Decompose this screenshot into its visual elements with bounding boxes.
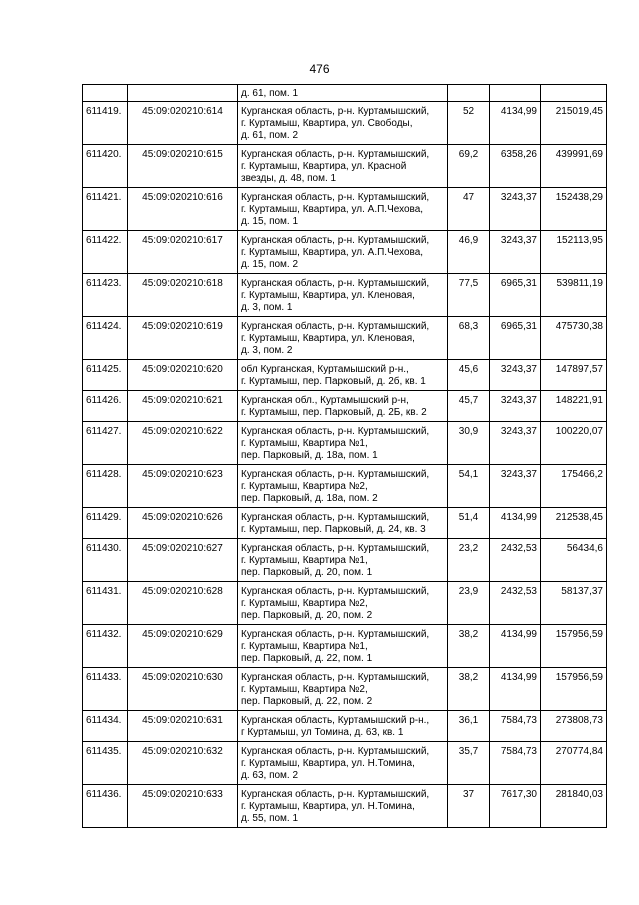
cell-rate: 6358,26 xyxy=(490,145,541,188)
address-line: Курганская область, р-н. Куртамышский, xyxy=(241,278,430,289)
cell-cadastral: 45:09:020210:623 xyxy=(128,465,238,508)
address-line: пер. Парковый, д. 22, пом. 1 xyxy=(241,653,373,664)
cell-number: 611423. xyxy=(83,274,128,317)
address-line: д. 15, пом. 1 xyxy=(241,216,299,227)
cell-value: 56434,6 xyxy=(541,539,607,582)
cell-cadastral: 45:09:020210:615 xyxy=(128,145,238,188)
address-line: пер. Парковый, д. 18а, пом. 1 xyxy=(241,450,378,461)
cell-address xyxy=(238,145,448,188)
cell-address xyxy=(238,625,448,668)
cell-area xyxy=(448,85,490,102)
cell-value: 147897,57 xyxy=(541,360,607,391)
cell-area: 35,7 xyxy=(448,742,490,785)
cell-number: 611419. xyxy=(83,102,128,145)
cell-rate xyxy=(490,85,541,102)
address-line: Курганская область, р-н. Куртамышский, xyxy=(241,746,430,757)
cell-address xyxy=(238,785,448,828)
address-line: пер. Парковый, д. 20, пом. 2 xyxy=(241,610,373,621)
cell-address xyxy=(238,317,448,360)
cell-value: 58137,37 xyxy=(541,582,607,625)
table-row xyxy=(83,625,607,668)
cell-value: 475730,38 xyxy=(541,317,607,360)
cell-address xyxy=(238,188,448,231)
address-line: обл Курганская, Куртамышский р-н., xyxy=(241,364,409,375)
cell-address xyxy=(238,231,448,274)
address-line: Курганская область, р-н. Куртамышский, xyxy=(241,426,430,437)
address-line: Курганская область, р-н. Куртамышский, xyxy=(241,629,430,640)
cell-value: 100220,07 xyxy=(541,422,607,465)
cell-area: 52 xyxy=(448,102,490,145)
address-line: г. Куртамыш, Квартира №2, xyxy=(241,684,368,695)
address-line: Курганская область, р-н. Куртамышский, xyxy=(241,106,430,117)
cell-rate: 3243,37 xyxy=(490,391,541,422)
cell-rate: 2432,53 xyxy=(490,539,541,582)
table-row xyxy=(83,742,607,785)
cell-value: 439991,69 xyxy=(541,145,607,188)
table-row xyxy=(83,785,607,828)
cell-cadastral: 45:09:020210:632 xyxy=(128,742,238,785)
cell-address xyxy=(238,711,448,742)
address-line: звезды, д. 48, пом. 1 xyxy=(241,173,337,184)
cell-cadastral: 45:09:020210:622 xyxy=(128,422,238,465)
address-line: г. Куртамыш, Квартира, ул. Красной xyxy=(241,161,407,172)
cell-number: 611422. xyxy=(83,231,128,274)
address-line: д. 61, пом. 2 xyxy=(241,130,299,141)
cell-cadastral: 45:09:020210:629 xyxy=(128,625,238,668)
address-line: г. Куртамыш, Квартира, ул. Н.Томина, xyxy=(241,801,415,812)
address-line: Курганская область, р-н. Куртамышский, xyxy=(241,469,430,480)
table-row xyxy=(83,360,607,391)
cell-area: 38,2 xyxy=(448,625,490,668)
cell-rate: 7617,30 xyxy=(490,785,541,828)
cell-value: 281840,03 xyxy=(541,785,607,828)
cell-number: 611431. xyxy=(83,582,128,625)
cell-address xyxy=(238,582,448,625)
cell-address xyxy=(238,742,448,785)
address-line: Курганская область, р-н. Куртамышский, xyxy=(241,235,430,246)
cell-address xyxy=(238,668,448,711)
cell-number: 611424. xyxy=(83,317,128,360)
cell-rate: 2432,53 xyxy=(490,582,541,625)
table-body xyxy=(83,85,607,828)
cell-address xyxy=(238,508,448,539)
address-line: д. 61, пом. 1 xyxy=(241,88,299,99)
address-line: Курганская область, р-н. Куртамышский, xyxy=(241,543,430,554)
table-row xyxy=(83,102,607,145)
cell-area: 38,2 xyxy=(448,668,490,711)
cell-value: 152113,95 xyxy=(541,231,607,274)
cell-rate: 3243,37 xyxy=(490,465,541,508)
cell-value xyxy=(541,85,607,102)
cell-area: 45,6 xyxy=(448,360,490,391)
cell-area: 77,5 xyxy=(448,274,490,317)
address-line: г. Куртамыш, пер. Парковый, д. 24, кв. 3 xyxy=(241,524,426,535)
table-row xyxy=(83,582,607,625)
cell-number: 611429. xyxy=(83,508,128,539)
cell-rate: 6965,31 xyxy=(490,317,541,360)
cell-value: 148221,91 xyxy=(541,391,607,422)
cell-rate: 4134,99 xyxy=(490,625,541,668)
address-line: г. Куртамыш, Квартира №2, xyxy=(241,598,368,609)
table-row xyxy=(83,711,607,742)
cell-rate: 4134,99 xyxy=(490,508,541,539)
address-line: пер. Парковый, д. 18а, пом. 2 xyxy=(241,493,378,504)
cell-number: 611434. xyxy=(83,711,128,742)
address-line: Курганская обл., Куртамышский р-н, xyxy=(241,395,409,406)
address-line: г Куртамыш, ул Томина, д. 63, кв. 1 xyxy=(241,727,404,738)
cell-address xyxy=(238,274,448,317)
address-line: д. 3, пом. 2 xyxy=(241,345,293,356)
address-line: д. 55, пом. 1 xyxy=(241,813,299,824)
cell-value: 157956,59 xyxy=(541,625,607,668)
cell-cadastral: 45:09:020210:620 xyxy=(128,360,238,391)
cell-number: 611436. xyxy=(83,785,128,828)
cell-number: 611425. xyxy=(83,360,128,391)
cell-address xyxy=(238,422,448,465)
address-line: г. Куртамыш, пер. Парковый, д. 2б, кв. 1 xyxy=(241,376,426,387)
address-line: д. 15, пом. 2 xyxy=(241,259,299,270)
cell-area: 68,3 xyxy=(448,317,490,360)
address-line: г. Куртамыш, Квартира, ул. А.П.Чехова, xyxy=(241,247,424,258)
cell-cadastral: 45:09:020210:626 xyxy=(128,508,238,539)
cell-area: 37 xyxy=(448,785,490,828)
cell-area: 23,9 xyxy=(448,582,490,625)
cell-cadastral: 45:09:020210:628 xyxy=(128,582,238,625)
cell-cadastral: 45:09:020210:630 xyxy=(128,668,238,711)
cell-number: 611420. xyxy=(83,145,128,188)
table-row xyxy=(83,274,607,317)
table-row xyxy=(83,145,607,188)
cell-address xyxy=(238,539,448,582)
cell-rate: 4134,99 xyxy=(490,668,541,711)
cell-cadastral: 45:09:020210:619 xyxy=(128,317,238,360)
address-line: Курганская область, р-н. Куртамышский, xyxy=(241,321,430,332)
cell-cadastral: 45:09:020210:617 xyxy=(128,231,238,274)
cell-address xyxy=(238,391,448,422)
cell-area: 51,4 xyxy=(448,508,490,539)
cell-cadastral xyxy=(128,85,238,102)
cell-rate: 7584,73 xyxy=(490,742,541,785)
table-row xyxy=(83,465,607,508)
cell-area: 36,1 xyxy=(448,711,490,742)
cell-cadastral: 45:09:020210:631 xyxy=(128,711,238,742)
cell-address xyxy=(238,360,448,391)
cell-cadastral: 45:09:020210:621 xyxy=(128,391,238,422)
cell-value: 175466,2 xyxy=(541,465,607,508)
address-line: г. Куртамыш, Квартира, ул. Кленовая, xyxy=(241,290,415,301)
address-line: Курганская область, р-н. Куртамышский, xyxy=(241,789,430,800)
cell-area: 30,9 xyxy=(448,422,490,465)
cell-area: 46,9 xyxy=(448,231,490,274)
cell-number: 611427. xyxy=(83,422,128,465)
cell-address xyxy=(238,85,448,102)
cell-rate: 3243,37 xyxy=(490,360,541,391)
cell-rate: 3243,37 xyxy=(490,188,541,231)
cell-value: 273808,73 xyxy=(541,711,607,742)
cell-area: 45,7 xyxy=(448,391,490,422)
address-line: г. Куртамыш, Квартира, ул. Кленовая, xyxy=(241,333,415,344)
cell-number: 611432. xyxy=(83,625,128,668)
table-row xyxy=(83,188,607,231)
cell-cadastral: 45:09:020210:616 xyxy=(128,188,238,231)
table-row xyxy=(83,422,607,465)
table-row xyxy=(83,317,607,360)
address-line: Курганская область, р-н. Куртамышский, xyxy=(241,672,430,683)
address-line: г. Куртамыш, пер. Парковый, д. 2Б, кв. 2 xyxy=(241,407,427,418)
address-line: Курганская область, р-н. Куртамышский, xyxy=(241,586,430,597)
cell-rate: 6965,31 xyxy=(490,274,541,317)
cell-area: 54,1 xyxy=(448,465,490,508)
table-row xyxy=(83,668,607,711)
cell-number: 611435. xyxy=(83,742,128,785)
cell-cadastral: 45:09:020210:633 xyxy=(128,785,238,828)
address-line: Курганская область, р-н. Куртамышский, xyxy=(241,512,430,523)
cell-cadastral: 45:09:020210:614 xyxy=(128,102,238,145)
cell-rate: 3243,37 xyxy=(490,422,541,465)
table-row xyxy=(83,508,607,539)
cell-value: 152438,29 xyxy=(541,188,607,231)
cell-area: 69,2 xyxy=(448,145,490,188)
cell-address xyxy=(238,465,448,508)
cell-value: 215019,45 xyxy=(541,102,607,145)
address-line: пер. Парковый, д. 22, пом. 2 xyxy=(241,696,373,707)
cell-number xyxy=(83,85,128,102)
property-table xyxy=(82,84,607,828)
page-number: 476 xyxy=(309,62,330,76)
cell-rate: 7584,73 xyxy=(490,711,541,742)
cell-area: 47 xyxy=(448,188,490,231)
address-line: г. Куртамыш, Квартира №1, xyxy=(241,438,368,449)
address-line: Курганская область, Куртамышский р-н., xyxy=(241,715,430,726)
address-line: г. Куртамыш, Квартира №2, xyxy=(241,481,368,492)
address-line: пер. Парковый, д. 20, пом. 1 xyxy=(241,567,373,578)
address-line: д. 63, пом. 2 xyxy=(241,770,299,781)
cell-area: 23,2 xyxy=(448,539,490,582)
table-row-continuation xyxy=(83,85,607,102)
address-line: Курганская область, р-н. Куртамышский, xyxy=(241,149,430,160)
address-line: г. Куртамыш, Квартира №1, xyxy=(241,641,368,652)
cell-value: 157956,59 xyxy=(541,668,607,711)
cell-value: 212538,45 xyxy=(541,508,607,539)
cell-number: 611421. xyxy=(83,188,128,231)
cell-cadastral: 45:09:020210:618 xyxy=(128,274,238,317)
address-line: Курганская область, р-н. Куртамышский, xyxy=(241,192,430,203)
table-row xyxy=(83,539,607,582)
cell-number: 611430. xyxy=(83,539,128,582)
address-line: д. 3, пом. 1 xyxy=(241,302,293,313)
table-row xyxy=(83,391,607,422)
cell-cadastral: 45:09:020210:627 xyxy=(128,539,238,582)
cell-number: 611426. xyxy=(83,391,128,422)
address-line: г. Куртамыш, Квартира, ул. А.П.Чехова, xyxy=(241,204,424,215)
cell-number: 611428. xyxy=(83,465,128,508)
cell-number: 611433. xyxy=(83,668,128,711)
cell-rate: 4134,99 xyxy=(490,102,541,145)
address-line: г. Куртамыш, Квартира, ул. Свободы, xyxy=(241,118,413,129)
cell-value: 539811,19 xyxy=(541,274,607,317)
cell-rate: 3243,37 xyxy=(490,231,541,274)
table-row xyxy=(83,231,607,274)
address-line: г. Куртамыш, Квартира №1, xyxy=(241,555,368,566)
address-line: г. Куртамыш, Квартира, ул. Н.Томина, xyxy=(241,758,415,769)
cell-address xyxy=(238,102,448,145)
cell-value: 270774,84 xyxy=(541,742,607,785)
